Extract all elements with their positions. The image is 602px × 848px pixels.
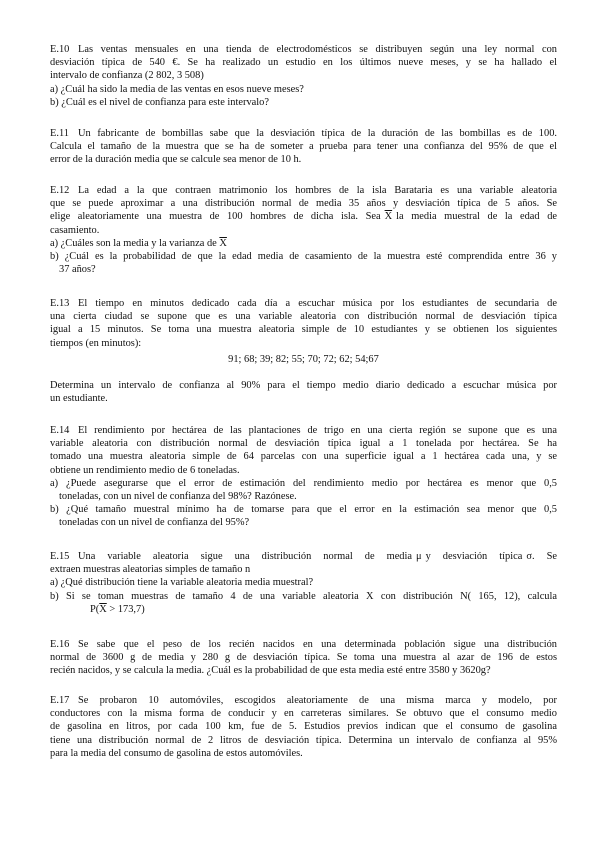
e17-line: conductores con la misma forma de conducir y en carreteras similares. Se obtuvo que el consumo medio (50, 708, 557, 720)
x-bar-symbol: $\overline{X}$ (99, 603, 107, 615)
e13-line: un estudiante. (50, 393, 108, 405)
e15-question-b: b) Si se toman muestras de tamaño 4 de una variable aleatoria X con distribución N( 165, 12), calcula (50, 590, 557, 602)
e15-question-b-cont: $P(\overline{X} > 173,7)$ (90, 603, 145, 615)
e13-label: E.13 (50, 298, 70, 309)
e15-line: E.15 Una variable aleatoria sigue una distribución normal de media μ y desviación típica σ. Se (50, 551, 557, 562)
e14-question-b-cont: toneladas con un nivel de confianza del 95%? (59, 517, 250, 529)
e17-line: para la media del consumo de gasolina de estos automóviles. (50, 747, 303, 759)
e10-line: desviación típica de 540 €. Se ha realizado un estudio en los últimos nueve meses, y se ha hallado el (50, 57, 557, 69)
e10-line: E.10 Las ventas mensuales en una tienda de electrodomésticos se distribuyen según una ley normal con (50, 44, 557, 55)
e14-label: E.14 (50, 425, 70, 436)
e11-line: error de la duración media que se calcule sea menor de 10 h. (50, 154, 302, 166)
e17-line: tiene una distribución normal de 2 litros de desviación típica. Determina un intervalo de confianza al 95% (50, 734, 557, 746)
e15-label: E.15 (50, 551, 70, 562)
e14-line: E.14 El rendimiento por hectárea de las plantaciones de trigo en una cierta región se supone que es una (50, 425, 557, 436)
e13-line: tiempos (en minutos): (50, 337, 142, 349)
e12-line: elige aleatoriamente una muestra de 100 hombres de dicha isla. Sea $\overline{X}$ la media muestral de la edad de (50, 211, 558, 223)
e10-label: E.10 (50, 44, 70, 55)
e16-label: E.16 (50, 639, 70, 650)
e17-label: E.17 (50, 695, 70, 706)
exercise-e11 (50, 127, 557, 167)
exercise-e16 (50, 638, 557, 678)
e15-question-a: a) ¿Qué distribución tiene la variable aleatoria media muestral? (50, 577, 314, 589)
exercise-e15 (50, 550, 557, 616)
e12-line: E.12 La edad a la que contraen matrimonio los hombres de la isla Barataria es una variable aleatoria (50, 185, 557, 196)
e12-line: casamiento. (50, 224, 100, 236)
e13-line: Determina un intervalo de confianza al 90% para el tiempo medio diario dedicado a escuchar música por (50, 380, 557, 392)
e13-line: E.13 El tiempo en minutos dedicado cada día a escuchar música por los estudiantes de secundaria de (50, 298, 557, 309)
exercise-e13 (50, 297, 557, 405)
e11-line: E.11 Un fabricante de bombillas sabe que la desviación típica de la duración de las bombillas es de 100. (50, 128, 557, 139)
exercise-e17 (50, 694, 557, 760)
e11-label: E.11 (50, 128, 69, 139)
e10-line: intervalo de confianza (2 802, 3 508) (50, 70, 204, 82)
e11-line: Calcula el tamaño de la muestra que se ha de someter a prueba para tener una confianza del 95% de que el (50, 141, 557, 153)
e10-question-a: a) ¿Cuál ha sido la media de las ventas en esos nueve meses? (50, 83, 304, 95)
e12-line: que se puede aproximar a una distribución normal de media 35 años y desviación típica de 5 años. Se (50, 198, 557, 210)
e15-line: extraen muestras aleatorias simples de tamaño n (50, 564, 251, 576)
exercise-e10 (50, 43, 557, 109)
e16-line: recién nacidos, y se calcula la media. ¿Cuál es la probabilidad de que esta media esté entre 3580 y 3620g? (50, 665, 491, 677)
e14-line: obtiene un rendimiento medio de 6 toneladas. (50, 464, 240, 476)
e14-question-a-cont: toneladas, con un nivel de confianza del 98%? Razónese. (59, 491, 297, 503)
x-bar-symbol: $\overline{X}$ (219, 237, 227, 249)
exercise-e14 (50, 424, 557, 530)
e14-question-a: a) ¿Puede asegurarse que el error de estimación del rendimiento medio por hectárea es menor que 0,5 (50, 477, 557, 489)
e14-question-b: b) ¿Qué tamaño muestral mínimo ha de tomarse para que el error en la estimación sea menor que 0,5 (50, 504, 557, 516)
sigma-symbol: σ (526, 551, 532, 562)
e10-question-b: b) ¿Cuál es el nivel de confianza para este intervalo? (50, 96, 269, 108)
e13-values: 91; 68; 39; 82; 55; 70; 72; 62; 54;67 (228, 353, 379, 365)
e14-line: tomado una muestra aleatoria simple de 64 parcelas con una superficie igual a 1 hectárea cada una, y se (50, 451, 557, 463)
e13-line: igual a 15 minutos. Se toma una muestra aleatoria simple de 10 estudiantes y se obtienen los siguientes (50, 324, 557, 336)
e16-line: normal de 3600 g de media y 280 g de desviación típica. Se toma una muestra al azar de 196 de estos (50, 652, 557, 664)
e16-line: E.16 Se sabe que el peso de los recién nacidos en una determinada población sigue una distribución (50, 639, 557, 650)
e13-line: una cierta ciudad se supone que es una variable aleatoria con distribución normal de desviación típica (50, 311, 557, 323)
e12-question-b-cont: 37 años? (59, 264, 96, 276)
e14-line: variable aleatoria con distribución normal de desviación típica igual a 1 tonelada por hectárea. Se ha (50, 438, 557, 450)
x-bar-symbol: $\overline{X}$ (384, 211, 393, 223)
exercise-e12 (50, 184, 557, 276)
e12-label: E.12 (50, 185, 70, 196)
mu-symbol: μ (416, 551, 422, 562)
e17-line: E.17 Se probaron 10 automóviles, escogidos aleatoriamente de una misma marca y modelo, por (50, 695, 557, 706)
e17-line: de gasolina en litros, por cada 100 km, fue de 5. Estudios previos indican que el consumo de gasolina (50, 721, 557, 733)
e12-question-b: b) ¿Cuál es la probabilidad de que la edad media de casamiento de la muestra esté comprendida entre 36 y (50, 251, 557, 263)
e12-question-a: a) ¿Cuáles son la media y la varianza de $\overline{X}$ (50, 237, 227, 249)
